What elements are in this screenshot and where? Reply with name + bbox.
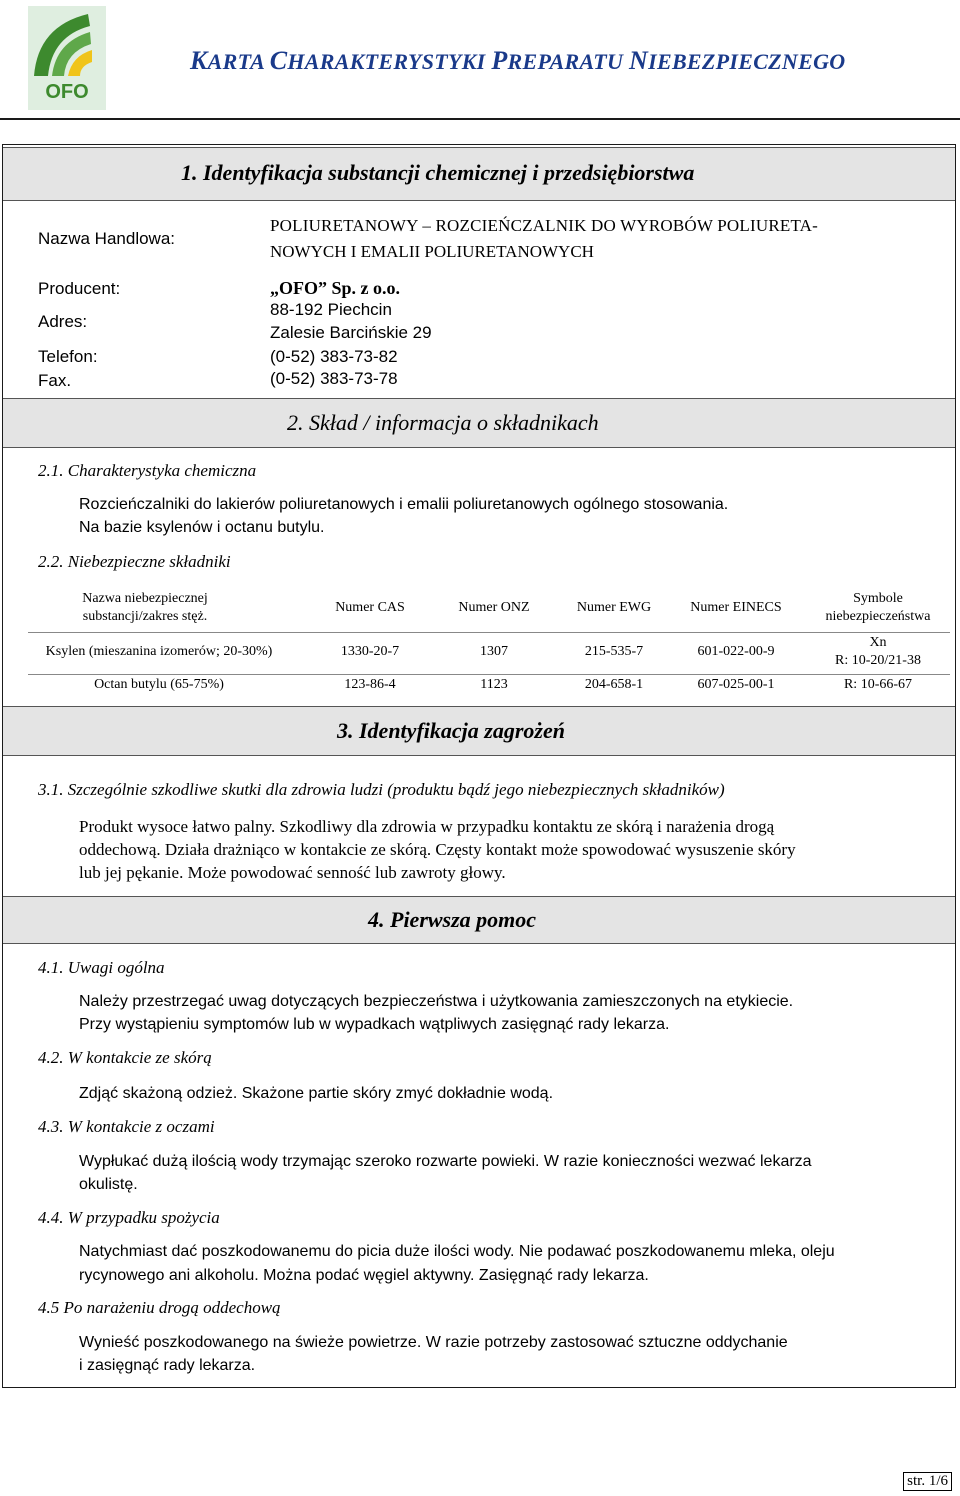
fax-label: Fax.	[38, 371, 72, 390]
subsection-3-1-text-line1: Produkt wysoce łatwo palny. Szkodliwy dla zdrowia w przypadku kontaktu ze skórą i narażenia drogą	[79, 817, 775, 836]
table-cell-einecs: 601-022-00-9	[697, 644, 775, 659]
section-1-title: 1. Identyfikacja substancji chemicznej i przedsiębiorstwa	[181, 160, 695, 185]
hazardous-components-table	[0, 580, 960, 706]
table-header-symbols-line2: niebezpieczeństwa	[825, 609, 931, 624]
page-number: str. 1/6	[903, 1472, 952, 1491]
subsection-4-3-text-line1: Wypłukać dużą ilością wody trzymając szeroko rozwarte powieki. W razie konieczności wezwać lekarza	[79, 1153, 812, 1170]
address-line2: Zalesie Barcińskie 29	[270, 323, 432, 342]
subsection-4-5-title: 4.5 Po narażeniu drogą oddechową	[38, 1298, 281, 1317]
producer-value: „OFO” Sp. z o.o.	[270, 278, 401, 298]
section-2-title: 2. Skład / informacja o składnikach	[287, 410, 599, 435]
trade-name-value-line1: POLIURETANOWY – ROZCIEŃCZALNIK DO WYROBÓW POLIURETA-	[270, 216, 819, 235]
subsection-4-3-text-line2: okulistę.	[79, 1176, 138, 1193]
address-label: Adres:	[38, 312, 88, 331]
content-frame	[2, 144, 956, 1388]
section-2-band	[3, 398, 955, 448]
title-rest-3: REPARATU	[507, 49, 630, 74]
table-row	[0, 632, 960, 674]
subsection-4-2-title: 4.2. W kontakcie ze skórą	[38, 1048, 212, 1067]
subsection-4-1-title: 4.1. Uwagi ogólna	[38, 958, 165, 977]
table-header-ewg: Numer EWG	[576, 600, 652, 615]
table-cell-einecs: 607-025-00-1	[697, 677, 775, 692]
fax-value: (0-52) 383-73-78	[270, 369, 398, 388]
section-3-title: 3. Identyfikacja zagrożeń	[337, 718, 565, 743]
phone-value: (0-52) 383-73-82	[270, 347, 398, 366]
table-header-name-line1: Nazwa niebezpiecznej	[82, 591, 208, 606]
title-cap-3: P	[491, 46, 508, 75]
header-divider	[0, 118, 960, 120]
subsection-4-4-text-line2: rycynowego ani alkoholu. Można podać węgiel aktywny. Zasięgnąć rady lekarza.	[79, 1267, 649, 1284]
table-cell-onz: 1123	[480, 677, 508, 692]
table-cell-name: Ksylen (mieszanina izomerów; 20-30%)	[45, 644, 273, 659]
subsection-4-1-text-line2: Przy wystąpieniu symptomów lub w wypadkach wątpliwych zasięgnąć rady lekarza.	[79, 1016, 670, 1033]
subsection-4-5-text-line1: Wynieść poszkodowanego na świeże powietrze. W razie potrzeby zastosować sztuczne oddychanie	[79, 1334, 788, 1351]
table-header-cas: Numer CAS	[335, 600, 405, 615]
subsection-4-3-title: 4.3. W kontakcie z oczami	[38, 1117, 215, 1136]
table-cell-name: Octan butylu (65-75%)	[94, 677, 224, 692]
title-cap-4: N	[629, 46, 649, 75]
document-title	[190, 46, 845, 76]
title-rest-2: HARAKTERYSTYKI	[287, 49, 492, 74]
section-4-band	[3, 896, 955, 944]
subsection-2-2-title: 2.2. Niebezpieczne składniki	[38, 552, 231, 571]
table-cell-symbols-line2: R: 10-20/21-38	[835, 653, 921, 668]
subsection-4-4-text-line1: Natychmiast dać poszkodowanemu do picia duże ilości wody. Nie podawać poszkodowanemu mleka, oleju	[79, 1243, 835, 1260]
logo-text: OFO	[45, 81, 89, 103]
phone-label: Telefon:	[38, 347, 98, 366]
subsection-3-1-text-line3: lub jej pękanie. Może powodować senność lub zawroty głowy.	[79, 863, 506, 882]
table-cell-symbols-line1: Xn	[869, 635, 887, 650]
table-cell-symbols-line1: R: 10-66-67	[843, 677, 913, 692]
section-3-band	[3, 706, 955, 756]
producer-label: Producent:	[38, 279, 121, 298]
address-line1: 88-192 Piechcin	[270, 300, 392, 319]
subsection-2-1-text-line1: Rozcieńczalniki do lakierów poliuretanowych i emalii poliuretanowych ogólnego stosowania.	[79, 496, 729, 513]
table-cell-cas: 1330-20-7	[340, 644, 400, 659]
table-row	[0, 674, 960, 704]
title-rest-1: ARTA	[207, 49, 270, 74]
section-1-band	[3, 147, 955, 201]
section-4-title: 4. Pierwsza pomoc	[368, 907, 537, 932]
table-header-onz: Numer ONZ	[458, 600, 530, 615]
table-header-name-line2: substancji/zakres stęż.	[82, 609, 208, 624]
table-cell-onz: 1307	[480, 644, 508, 659]
subsection-4-4-title: 4.4. W przypadku spożycia	[38, 1208, 220, 1227]
title-cap-1: K	[190, 46, 208, 75]
table-cell-ewg: 204-658-1	[584, 677, 644, 692]
subsection-4-5-text-line2: i zasięgnąć rady lekarza.	[79, 1357, 256, 1374]
title-rest-4: IEBEZPIECZNEGO	[648, 49, 846, 74]
table-header-einecs: Numer EINECS	[690, 600, 782, 615]
subsection-3-1-title: 3.1. Szczególnie szkodliwe skutki dla zdrowia ludzi (produktu bądź jego niebezpiecznych składników)	[38, 780, 725, 799]
subsection-3-1-text-line2: oddechową. Działa drażniąco w kontakcie ze skórą. Częsty kontakt może spowodować wysuszenie skóry	[79, 840, 796, 859]
table-cell-cas: 123-86-4	[344, 677, 396, 692]
trade-name-value-line2: NOWYCH I EMALII POLIURETANOWYCH	[270, 242, 594, 261]
subsection-4-2-text-line1: Zdjąć skażoną odzież. Skażone partie skóry zmyć dokładnie wodą.	[79, 1085, 554, 1102]
trade-name-label: Nazwa Handlowa:	[38, 229, 176, 248]
table-cell-ewg: 215-535-7	[584, 644, 644, 659]
subsection-2-1-title: 2.1. Charakterystyka chemiczna	[38, 461, 257, 480]
table-header-symbols-line1: Symbole	[853, 591, 903, 606]
title-cap-2: C	[269, 46, 288, 75]
subsection-2-1-text-line2: Na bazie ksylenów i octanu butylu.	[79, 519, 325, 536]
company-logo	[28, 6, 106, 110]
subsection-4-1-text-line1: Należy przestrzegać uwag dotyczących bezpieczeństwa i użytkowania zamieszczonych na etykiecie.	[79, 993, 794, 1010]
